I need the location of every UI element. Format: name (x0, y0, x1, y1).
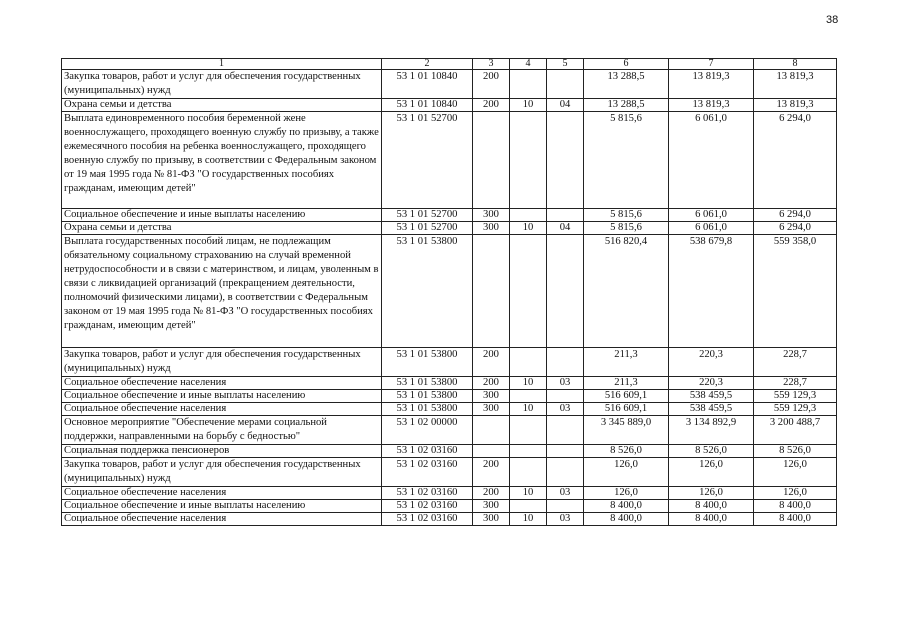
row-section: 10 (510, 222, 547, 235)
row-value-7: 538 459,5 (669, 403, 754, 416)
row-expense-type: 200 (473, 99, 510, 112)
row-expense-type (473, 445, 510, 458)
header-col-3: 3 (473, 59, 510, 70)
row-name: Социальное обеспечение населения (62, 377, 382, 390)
row-subsection (547, 416, 584, 445)
row-section (510, 458, 547, 487)
row-section: 10 (510, 99, 547, 112)
table-row (62, 445, 837, 458)
row-code: 53 1 01 52700 (382, 112, 473, 209)
row-code: 53 1 02 03160 (382, 487, 473, 500)
row-value-6: 126,0 (584, 487, 669, 500)
row-code: 53 1 01 53800 (382, 235, 473, 348)
row-value-8: 8 526,0 (754, 445, 837, 458)
row-section (510, 70, 547, 99)
row-subsection (547, 445, 584, 458)
row-subsection (547, 348, 584, 377)
row-value-7: 126,0 (669, 487, 754, 500)
table-row (62, 235, 837, 348)
row-section (510, 112, 547, 209)
row-value-7: 126,0 (669, 458, 754, 487)
row-subsection: 03 (547, 403, 584, 416)
row-expense-type: 200 (473, 458, 510, 487)
row-subsection: 04 (547, 222, 584, 235)
table-row (62, 348, 837, 377)
row-value-8: 559 129,3 (754, 390, 837, 403)
row-value-6: 516 820,4 (584, 235, 669, 348)
table-row (62, 458, 837, 487)
row-value-6: 516 609,1 (584, 390, 669, 403)
row-value-6: 211,3 (584, 348, 669, 377)
table-row (62, 222, 837, 235)
row-name: Охрана семьи и детства (62, 99, 382, 112)
row-name: Социальное обеспечение и иные выплаты населению (62, 209, 382, 222)
row-value-6: 211,3 (584, 377, 669, 390)
row-value-8: 3 200 488,7 (754, 416, 837, 445)
row-value-7: 8 526,0 (669, 445, 754, 458)
row-subsection (547, 500, 584, 513)
page-number: 38 (826, 14, 839, 26)
row-code: 53 1 01 52700 (382, 209, 473, 222)
table-row (62, 416, 837, 445)
row-value-7: 6 061,0 (669, 112, 754, 209)
row-value-8: 6 294,0 (754, 112, 837, 209)
row-code: 53 1 01 53800 (382, 348, 473, 377)
row-section (510, 390, 547, 403)
row-value-7: 8 400,0 (669, 513, 754, 526)
row-code: 53 1 02 03160 (382, 445, 473, 458)
row-name: Закупка товаров, работ и услуг для обеспечения государственных (муниципальных) нужд (62, 70, 382, 99)
row-expense-type: 200 (473, 377, 510, 390)
row-value-6: 5 815,6 (584, 222, 669, 235)
row-value-8: 228,7 (754, 377, 837, 390)
row-code: 53 1 01 10840 (382, 70, 473, 99)
row-value-7: 538 679,8 (669, 235, 754, 348)
row-code: 53 1 01 53800 (382, 390, 473, 403)
table-row (62, 112, 837, 209)
row-name: Социальное обеспечение населения (62, 513, 382, 526)
row-value-6: 516 609,1 (584, 403, 669, 416)
row-value-8: 6 294,0 (754, 222, 837, 235)
row-value-8: 559 129,3 (754, 403, 837, 416)
table-row (62, 500, 837, 513)
row-value-7: 6 061,0 (669, 222, 754, 235)
row-value-6: 8 400,0 (584, 513, 669, 526)
row-value-6: 126,0 (584, 458, 669, 487)
row-name: Выплата единовременного пособия беременной жене военнослужащего, проходящего военную службу по призыву, а также ежемесячного пособия на ребенка военнослужащего, проходящего военную службу по призыву, в соответствии с Федеральным законом от 19 мая 1995 года № 81-ФЗ "О государственных пособиях гражданам, имеющим детей" (62, 112, 382, 209)
header-col-1: 1 (62, 59, 382, 70)
row-name: Закупка товаров, работ и услуг для обеспечения государственных (муниципальных) нужд (62, 348, 382, 377)
row-value-7: 220,3 (669, 348, 754, 377)
row-value-7: 13 819,3 (669, 70, 754, 99)
row-value-8: 13 819,3 (754, 70, 837, 99)
table-row (62, 513, 837, 526)
table-row (62, 403, 837, 416)
row-expense-type (473, 416, 510, 445)
row-name: Социальное обеспечение и иные выплаты населению (62, 500, 382, 513)
header-col-4: 4 (510, 59, 547, 70)
row-value-8: 559 358,0 (754, 235, 837, 348)
row-subsection (547, 209, 584, 222)
header-row (62, 59, 837, 70)
row-name: Социальная поддержка пенсионеров (62, 445, 382, 458)
row-value-7: 3 134 892,9 (669, 416, 754, 445)
row-subsection (547, 235, 584, 348)
row-section (510, 209, 547, 222)
row-value-8: 228,7 (754, 348, 837, 377)
row-expense-type: 300 (473, 222, 510, 235)
table-row (62, 99, 837, 112)
row-name: Социальное обеспечение населения (62, 403, 382, 416)
row-section: 10 (510, 403, 547, 416)
row-value-7: 13 819,3 (669, 99, 754, 112)
row-section (510, 445, 547, 458)
row-expense-type: 300 (473, 403, 510, 416)
row-code: 53 1 02 00000 (382, 416, 473, 445)
row-code: 53 1 01 52700 (382, 222, 473, 235)
row-value-8: 126,0 (754, 487, 837, 500)
row-value-8: 13 819,3 (754, 99, 837, 112)
row-value-6: 13 288,5 (584, 99, 669, 112)
row-name: Социальное обеспечение и иные выплаты населению (62, 390, 382, 403)
row-subsection (547, 112, 584, 209)
row-expense-type: 200 (473, 487, 510, 500)
row-name: Закупка товаров, работ и услуг для обеспечения государственных (муниципальных) нужд (62, 458, 382, 487)
table-row (62, 390, 837, 403)
row-subsection (547, 70, 584, 99)
row-code: 53 1 02 03160 (382, 500, 473, 513)
row-expense-type: 300 (473, 500, 510, 513)
header-col-5: 5 (547, 59, 584, 70)
row-code: 53 1 01 53800 (382, 377, 473, 390)
row-value-7: 538 459,5 (669, 390, 754, 403)
row-value-8: 8 400,0 (754, 500, 837, 513)
row-subsection: 04 (547, 99, 584, 112)
row-value-6: 5 815,6 (584, 112, 669, 209)
row-expense-type: 300 (473, 513, 510, 526)
row-value-6: 5 815,6 (584, 209, 669, 222)
row-value-6: 13 288,5 (584, 70, 669, 99)
row-subsection: 03 (547, 377, 584, 390)
row-section: 10 (510, 487, 547, 500)
row-expense-type: 300 (473, 390, 510, 403)
budget-table (61, 58, 837, 526)
row-code: 53 1 01 10840 (382, 99, 473, 112)
row-code: 53 1 02 03160 (382, 458, 473, 487)
row-section (510, 500, 547, 513)
row-subsection (547, 458, 584, 487)
row-value-8: 8 400,0 (754, 513, 837, 526)
header-col-7: 7 (669, 59, 754, 70)
row-code: 53 1 01 53800 (382, 403, 473, 416)
row-section: 10 (510, 513, 547, 526)
row-name: Основное мероприятие "Обеспечение мерами социальной поддержки, направленными на борьбу с бедностью" (62, 416, 382, 445)
table-row (62, 377, 837, 390)
row-value-7: 6 061,0 (669, 209, 754, 222)
row-expense-type (473, 112, 510, 209)
row-code: 53 1 02 03160 (382, 513, 473, 526)
row-section (510, 348, 547, 377)
row-subsection: 03 (547, 513, 584, 526)
header-col-8: 8 (754, 59, 837, 70)
table-row (62, 70, 837, 99)
row-value-7: 8 400,0 (669, 500, 754, 513)
row-value-6: 8 526,0 (584, 445, 669, 458)
row-expense-type: 200 (473, 348, 510, 377)
row-section (510, 235, 547, 348)
row-subsection (547, 390, 584, 403)
row-subsection: 03 (547, 487, 584, 500)
row-value-6: 8 400,0 (584, 500, 669, 513)
header-col-6: 6 (584, 59, 669, 70)
header-col-2: 2 (382, 59, 473, 70)
row-name: Социальное обеспечение населения (62, 487, 382, 500)
row-value-6: 3 345 889,0 (584, 416, 669, 445)
row-expense-type: 200 (473, 70, 510, 99)
table-row (62, 209, 837, 222)
row-value-8: 6 294,0 (754, 209, 837, 222)
row-value-7: 220,3 (669, 377, 754, 390)
row-expense-type: 300 (473, 209, 510, 222)
table-row (62, 487, 837, 500)
row-value-8: 126,0 (754, 458, 837, 487)
row-name: Выплата государственных пособий лицам, не подлежащим обязательному социальному страхованию на случай временной нетрудоспособности и в связи с материнством, и лицам, уволенным в связи с ликвидацией организаций (прекращением деятельности, полномочий физическими лицами), в соответствии с Федеральным законом от 19 мая 1995 года № 81-ФЗ "О государственных пособиях гражданам, имеющим детей" (62, 235, 382, 348)
row-section (510, 416, 547, 445)
row-section: 10 (510, 377, 547, 390)
row-expense-type (473, 235, 510, 348)
row-name: Охрана семьи и детства (62, 222, 382, 235)
